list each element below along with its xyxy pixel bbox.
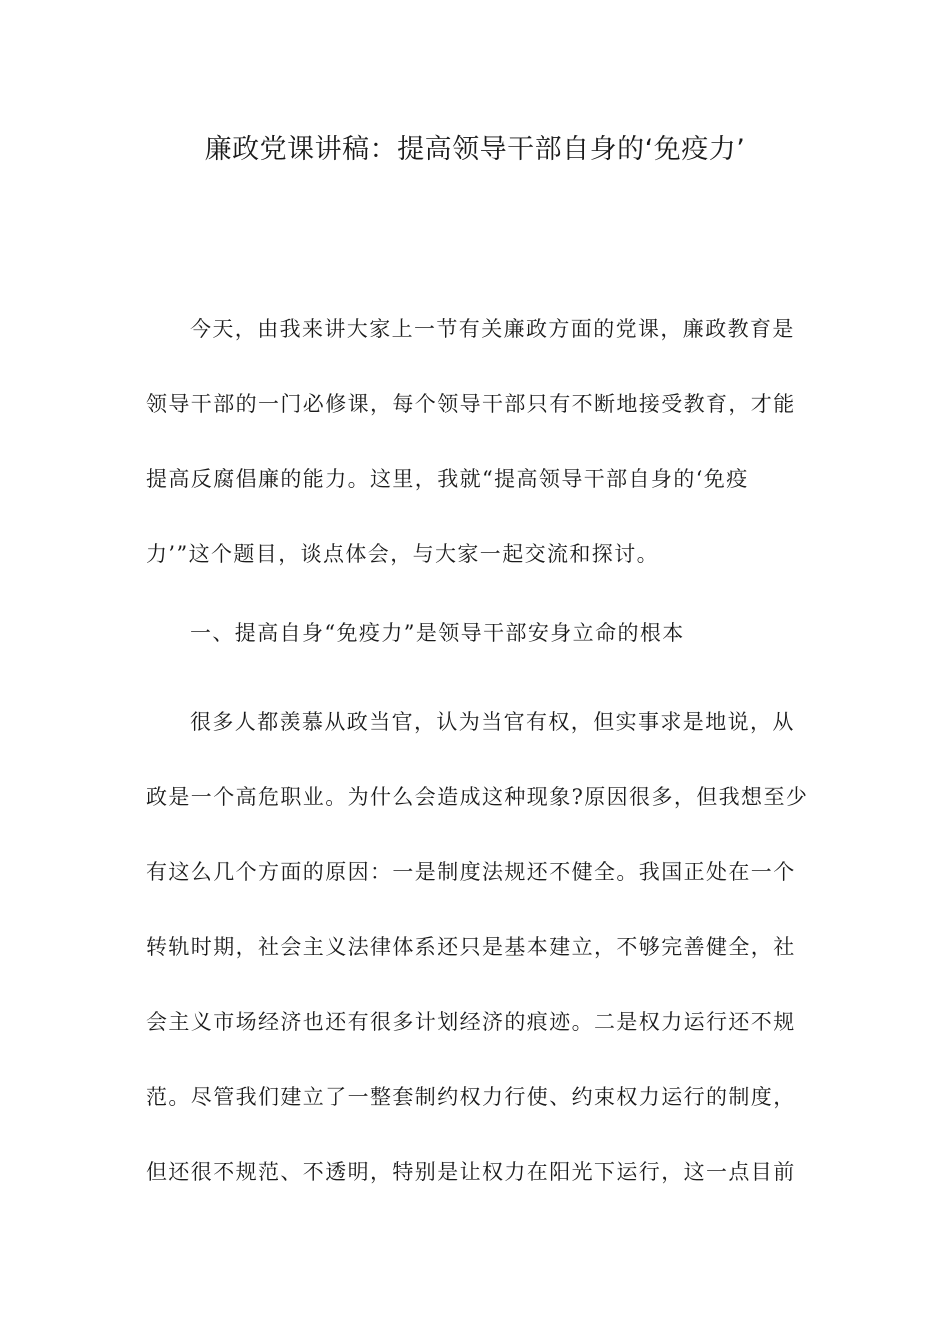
paragraph-line: 政是一个高危职业。为什么会造成这种现象?原因很多，但我想至少 (146, 785, 809, 809)
paragraph-line: 范。尽管我们建立了一整套制约权力行使、约束权力运行的制度， (146, 1085, 796, 1109)
paragraph-line: 提高反腐倡廉的能力。这里，我就“提高领导干部自身的‘免疫 (146, 467, 749, 491)
paragraph-line: 但还很不规范、不透明，特别是让权力在阳光下运行，这一点目前 (146, 1160, 796, 1184)
paragraph-line: 转轨时期，社会主义法律体系还只是基本建立，不够完善健全，社 (146, 935, 796, 959)
paragraph-line: 今天，由我来讲大家上一节有关廉政方面的党课，廉政教育是 (190, 317, 795, 341)
paragraph-line: 领导干部的一门必修课，每个领导干部只有不断地接受教育，才能 (146, 392, 796, 416)
document-title: 廉政党课讲稿：提高领导干部自身的‘免疫力’ (204, 134, 746, 165)
paragraph-line: 有这么几个方面的原因：一是制度法规还不健全。我国正处在一个 (146, 860, 796, 884)
paragraph-line: 力’”这个题目，谈点体会，与大家一起交流和探讨。 (146, 542, 660, 566)
paragraph-line: 很多人都羡慕从政当官，认为当官有权，但实事求是地说，从 (190, 710, 795, 734)
section-heading: 一、提高自身“免疫力”是领导干部安身立命的根本 (190, 621, 685, 645)
paragraph-line: 会主义市场经济也还有很多计划经济的痕迹。二是权力运行还不规 (146, 1010, 796, 1034)
